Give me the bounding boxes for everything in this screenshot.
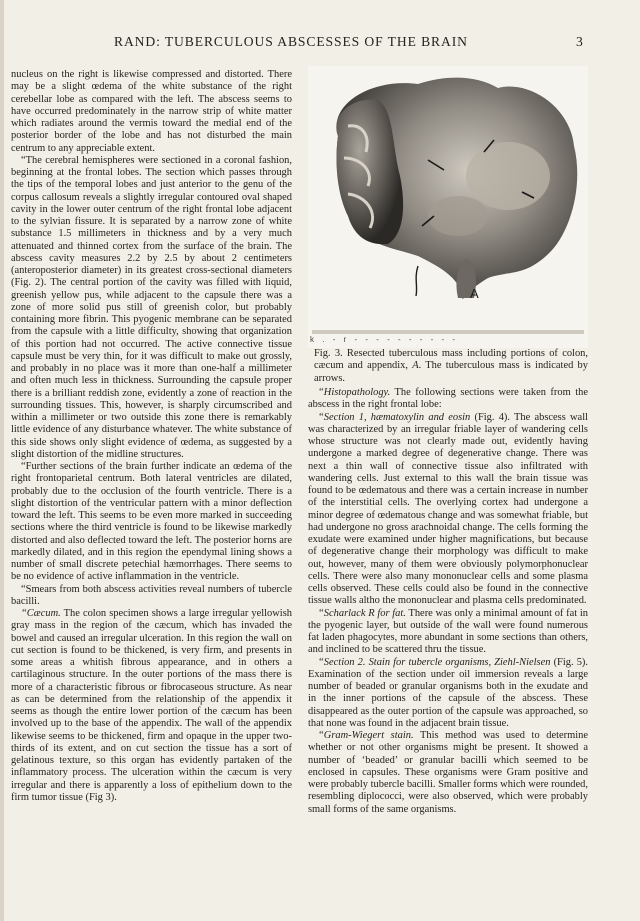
resected-mass-illustration xyxy=(308,66,588,348)
figure-label-a: A xyxy=(470,286,479,301)
paragraph-scharlack xyxy=(308,608,588,657)
caption-italic-a: A xyxy=(412,360,419,372)
paragraph-caecum xyxy=(11,608,292,804)
paragraph-smears: “Smears from both abscess activities reveal numbers of tubercle bacilli. xyxy=(11,583,292,607)
histopathology-heading: “Histopathology. xyxy=(318,387,391,398)
paragraph-gram-wiegert xyxy=(308,730,588,816)
paragraph-cerebral-hemispheres: “The cerebral hemispheres were sectioned in a coronal fashion, beginning at the frontal lobes. The section which passes through the tips of the temporal lobes and just anterior to the genu of the corpus callosum reveals a slightly irregular contoured oval shaped cavity in the lower outer centrum of the right frontal lobe adjacent to the sylvian fissure. It is separated by a narrow zone of white substance 1.5 millimeters in thickness and by a very much attenuated and thinned cortex from the surface of the brain. The abscess cavity measures 2.2 by 2.5 by about 2 centimeters (anteroposterior diameter) in its greatest cross-sectional diameters (Fig. 2). The central portion of the cavity was filled with liquid, greenish yellow pus, while adjacent to the capsule there was a zone of more solid pus still of greenish color, but probably containing more fibrin. This pyogenic membrane can be separated from the capsule with a little difficulty, showing that organization of this portion had not occurred. The active connective tissue capsule must be very thin, for it was difficult to make out grossly, and probably in no place was it more than one-half a millimeter and often much less in thickness. Surrounding the capsule proper there is a brilliant reddish zone, evidently a zone of reaction in the surrounding tissues. This, however, is sharply circumscribed and within a millimeter or two outside this zone there is remarkably little evidence of any disturbance whatever. The white substance of this side shows only slight evidence of œdema, as suggested by a slight distortion of the midline structures. xyxy=(11,154,292,460)
caecum-heading: “Cæcum. xyxy=(21,608,61,619)
gram-wiegert-text: This method was used to determine whether or not other organisms might be present. It showed a number of ‘beaded’ or granular bacilli which seemed to be enclosed in capsules. These organisms were Gram positive and were probably tubercle bacilli. Smaller forms which were rounded, resembling diplococci, were also observed, which were probably small forms of the same organisms. xyxy=(308,730,588,815)
section-1-text: (Fig. 4). The abscess wall was characterized by an irregular friable layer of wandering cells whose structure was not clearly made out, evidently having undergone a marked degree of degenerative change. There was next a thin wall of connective tissue also infiltrated with wandering cells. Just external to this wall the brain tissue was found to be œdematous and there was a certain increase in number of the interstitial cells. The overlying cortex had undergone a minor degree of œdematous change and was somewhat friable, but had undergone no gross arachnoidal change. The cells forming the exudate were examined under higher magnifications, but because of degenerative change their morphology was difficult to make out, however, many of them were obviously polymorphonuclear cells. There were also many mononuclear cells and some plasma cells observed. These cells could also be found in the connective tissue walls altho the mononuclear and plasma cells predominated. xyxy=(308,411,588,607)
page-edge xyxy=(0,0,4,921)
histopathology-text: The following sections were taken from the abscess in the right frontal lobe: xyxy=(308,387,588,411)
scharlack-heading: “Scharlack R for fat. xyxy=(318,607,406,619)
left-column xyxy=(11,69,292,804)
caecum-text: The colon specimen shows a large irregular yellowish gray mass in the region of the cæcum, which has invaded the bowel and caused an irregular ulceration. In this region the wall on cut section is found to be thickened, is very firm, and presents in some areas a whitish fibrous appearance, and in others a cartilaginous structure. In the outer portions of the mass there is more of a characteristic fibrous or fibrocaseous structure. As near as can be determined from the relationship of the appendix it seems as though the entire lower portion of the cæcum has been involved up to the base of the appendix. The wall of the appendix likewise seems to be thickened, firm and opaque in the upper two-thirds of its extent, and on cut section the tissue has a sort of gelatinous texture, so this organ has evidently partaken of the inflammatory process. The ulceration within the cæcum is very irregular and there is apparently a loss of epithelium down to the firm tumor tissue (Fig 3). xyxy=(11,608,292,803)
scale-markings: k . - r - - - - - - - - - - xyxy=(310,335,459,344)
fibrous-area xyxy=(428,196,488,236)
section-2-text: (Fig. 5). Examination of the section under oil immersion reveals a large number of beaded or granular organisms both in the exudate and in the inner portions of the capsule of the abscess. These disappeared as the outer portion of the capsule was approached, so that none was found in the adjacent brain tissue. xyxy=(308,656,588,729)
page-number: 3 xyxy=(576,34,583,49)
section-2-heading: “Section 2. Stain for tubercle organisms, Ziehl-Nielsen xyxy=(318,656,551,668)
scharlack-text: There was only a minimal amount of fat in the pyogenic layer, but outside of the wall were found numerous fat laden phagocytes, more abundant in some sections than others, and inclined to be scattered thru the tissue. xyxy=(308,607,588,656)
caseous-area xyxy=(466,142,550,210)
right-column xyxy=(308,387,588,816)
paragraph-continuation: nucleus on the right is likewise compressed and distorted. There may be a slight œdema of the white substance of the right cerebellar lobe as compared with the left. The abscess seems to have occurred predominately in the narrow strip of white matter which radiates around the vermis toward the medial end of the posterior border of the lobe and has not disturbed the main centrum to any appreciable extent. xyxy=(11,69,292,154)
measuring-scale xyxy=(312,330,584,334)
running-head: RAND: TUBERCULOUS ABSCESSES OF THE BRAIN xyxy=(114,34,468,49)
paragraph-histopathology xyxy=(308,387,588,412)
figure-caption xyxy=(314,348,588,385)
caption-text: Fig. 3. Resected tuberculous mass including portions of colon, cæcum and appendix, xyxy=(314,348,588,372)
caption-text-end: . The tuberculous mass is indicated by arrows. xyxy=(314,360,588,384)
paragraph-section-1 xyxy=(308,412,588,608)
section-1-heading: “Section 1, hæmatoxylin and eosin xyxy=(318,411,471,423)
gram-wiegert-heading: “Gram-Wiegert stain. xyxy=(318,730,414,741)
paragraph-further-sections: “Further sections of the brain further indicate an œdema of the right frontoparietal centrum. Both lateral ventricles are dilated, probably due to the occlusion of the fourth ventricle. There is a slight distortion of the ventricular pattern with a minor deflection toward the left. This seems to be even more marked in succeeding sections where the third ventricle is found to be likewise markedly distorted and also deflected toward the left. The posterior horns are markedly dilated, and in this region the ependymal lining shows a number of small discrete petechial hæmorrhages. There seems to be no evidence of active inflammation in the ventricle. xyxy=(11,461,292,583)
paragraph-section-2 xyxy=(308,657,588,731)
figure-3-photograph xyxy=(308,66,588,348)
